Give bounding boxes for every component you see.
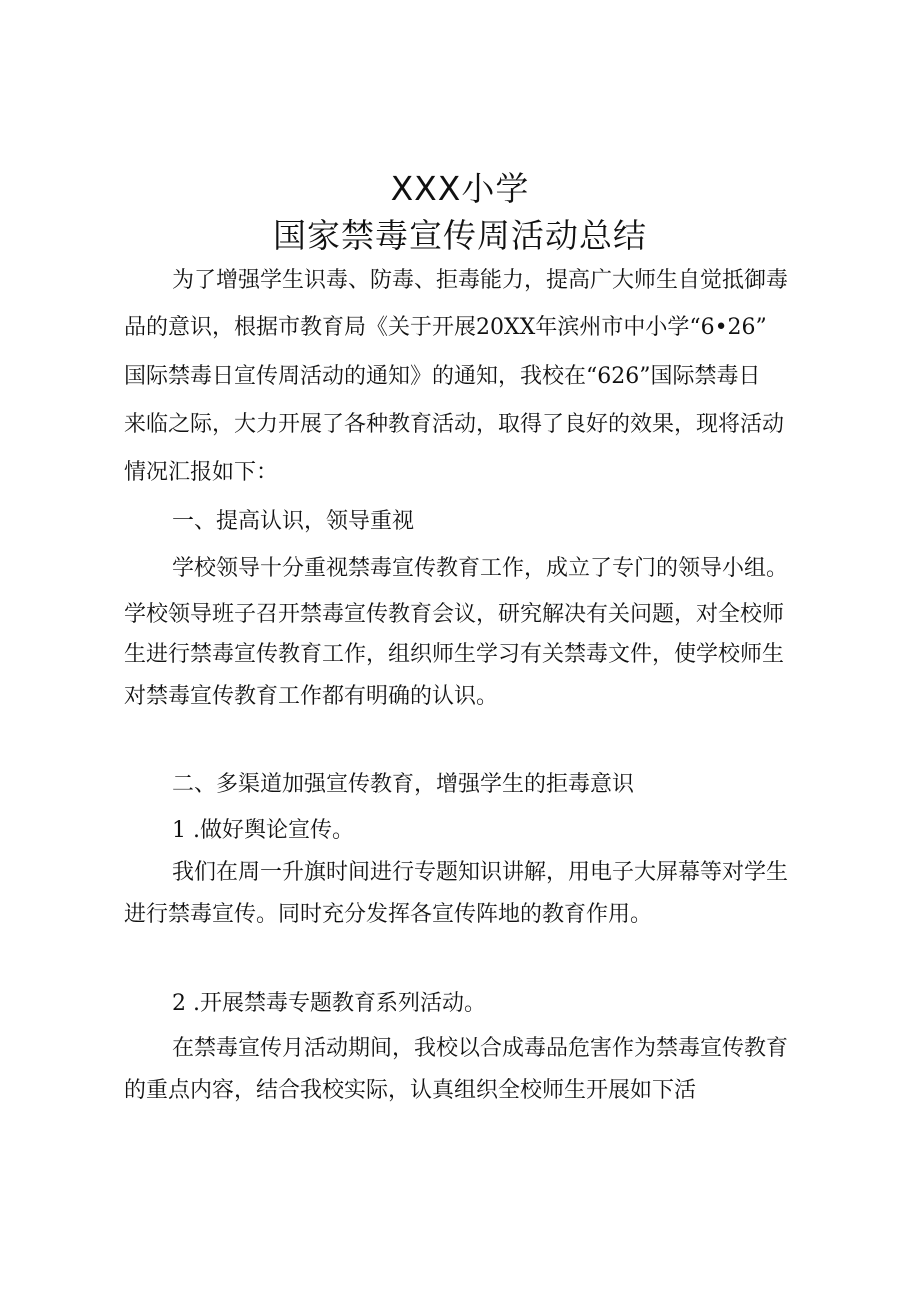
paragraph-line: 学校领导十分重视禁毒宣传教育工作，成立了专门的领导小组。 <box>172 556 789 581</box>
paragraph-line: 学校领导班子召开禁毒宣传教育会议，研究解决有关问题，对全校师 <box>124 602 785 627</box>
paragraph-line: 的重点内容，结合我校实际，认真组织全校师生开展如下活 <box>124 1078 697 1103</box>
paragraph-line: 生进行禁毒宣传教育工作，组织师生学习有关禁毒文件，使学校师生 <box>124 642 785 667</box>
document-title-school: XXX小学 <box>390 169 530 208</box>
subsection-heading: 2 .开展禁毒专题教育系列活动。 <box>172 991 486 1016</box>
paragraph-line: 我们在周一升旗时间进行专题知识讲解，用电子大屏幕等对学生 <box>172 860 789 885</box>
paragraph-line: 对禁毒宣传教育工作都有明确的认识。 <box>124 684 499 709</box>
document-title: 国家禁毒宣传周活动总结 <box>273 216 647 255</box>
paragraph-line: 进行禁毒宣传。同时充分发挥各宣传阵地的教育作用。 <box>124 902 653 927</box>
paragraph-line: 情况汇报如下： <box>124 460 279 485</box>
section-heading: 一、提高认识，领导重视 <box>172 509 415 534</box>
paragraph-line: 为了增强学生识毒、防毒、拒毒能力，提高广大师生自觉抵御毒 <box>172 268 789 293</box>
paragraph-line: 品的意识，根据市教育局《关于开展20XX年滨州市中小学“6•26” <box>124 315 767 340</box>
paragraph-line: 国际禁毒日宣传周活动的通知》的通知，我校在“626”国际禁毒日 <box>124 364 761 389</box>
paragraph-line: 在禁毒宣传月活动期间，我校以合成毒品危害作为禁毒宣传教育 <box>172 1036 789 1061</box>
paragraph-line: 来临之际，大力开展了各种教育活动，取得了良好的效果，现将活动 <box>124 412 785 437</box>
subsection-heading: 1 .做好舆论宣传。 <box>172 818 354 843</box>
section-heading: 二、多渠道加强宣传教育，增强学生的拒毒意识 <box>172 772 635 797</box>
